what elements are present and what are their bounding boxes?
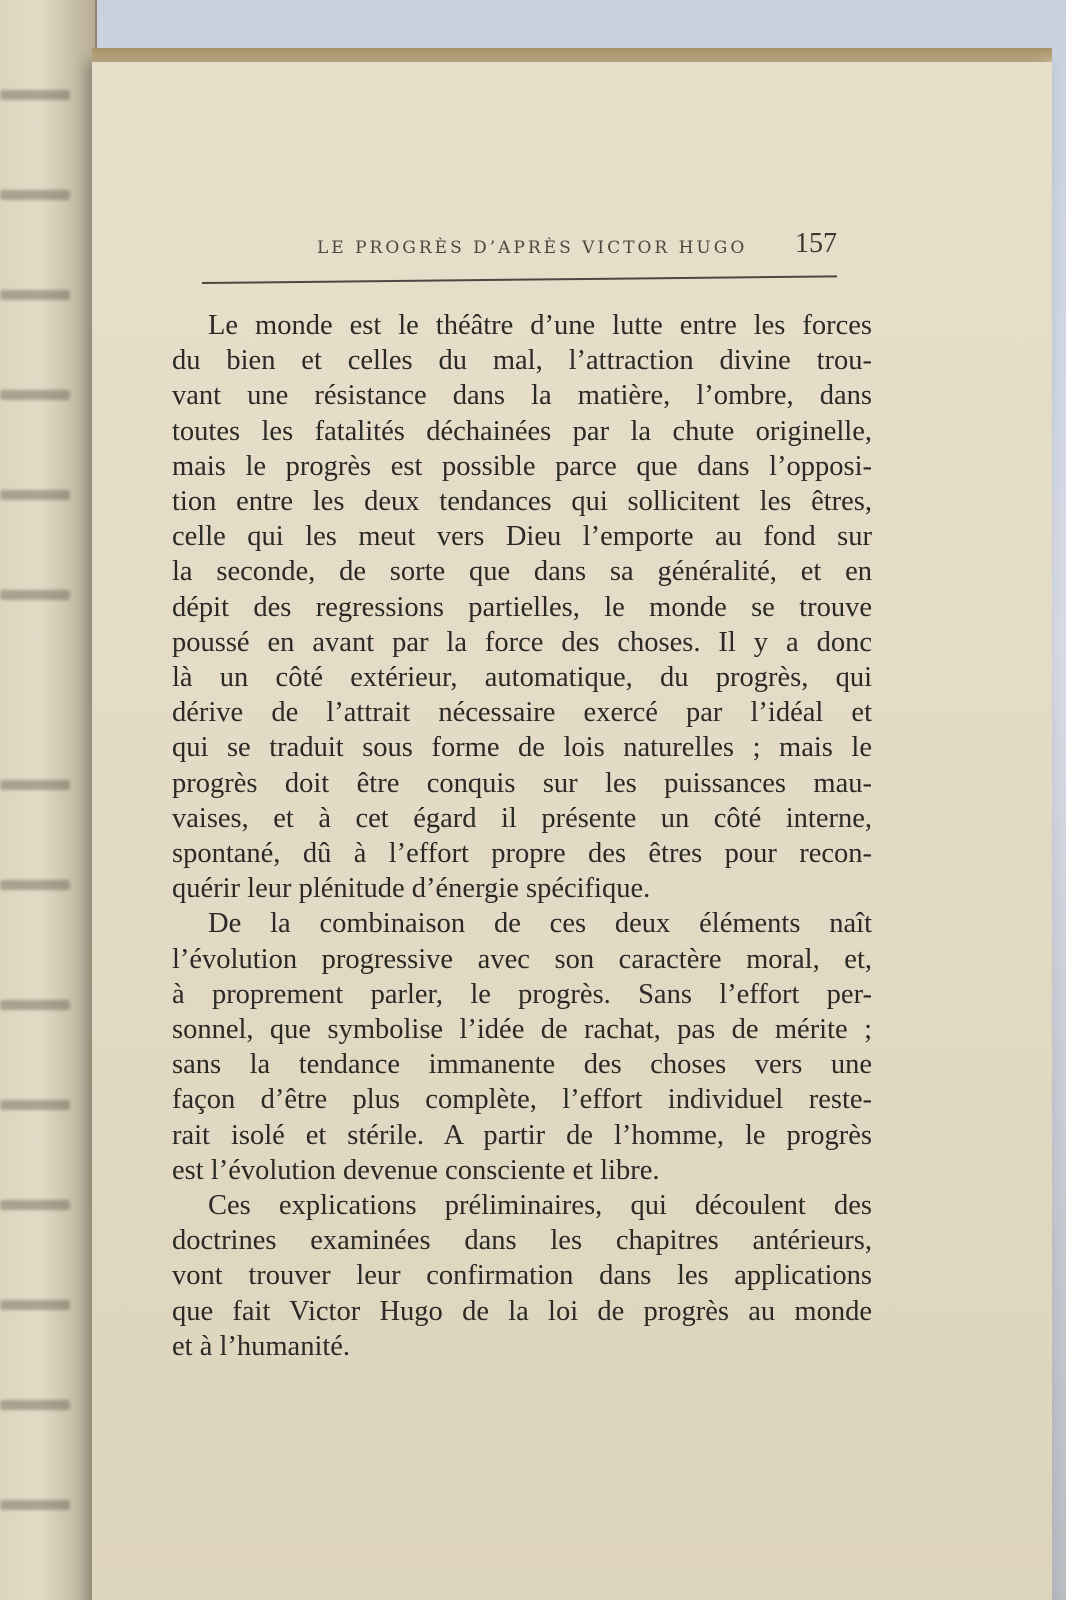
text-line: que fait Victor Hugo de la loi de progrès au monde xyxy=(172,1295,872,1327)
paragraph-3 xyxy=(172,1188,872,1364)
ghost-text-line xyxy=(0,90,70,100)
paragraph-2 xyxy=(172,906,872,1188)
text-line: rait isolé et stérile. A partir de l’homme, le progrès xyxy=(172,1119,872,1151)
previous-page-edge xyxy=(0,0,97,1600)
text-line: De la combinaison de ces deux éléments naît xyxy=(208,908,872,940)
text-line: quérir leur plénitude d’énergie spécifique. xyxy=(172,873,651,905)
ghost-text-line xyxy=(0,490,70,500)
text-line: et à l’humanité. xyxy=(172,1330,351,1362)
text-line: toutes les fatalités déchainées par la chute originelle, xyxy=(172,415,872,447)
text-line: sans la tendance immanente des choses vers une xyxy=(172,1049,872,1081)
text-line: celle qui les meut vers Dieu l’emporte au fond sur xyxy=(172,521,872,553)
paragraph-1 xyxy=(172,308,872,906)
text-line: sonnel, que symbolise l’idée de rachat, pas de mérite ; xyxy=(172,1014,872,1046)
page-number: 157 xyxy=(795,228,837,259)
text-line: est l’évolution devenue consciente et libre. xyxy=(172,1154,660,1186)
text-line: là un côté extérieur, automatique, du progrès, qui xyxy=(172,662,872,694)
text-line: Le monde est le théâtre d’une lutte entre les forces xyxy=(208,310,872,341)
text-line: l’évolution progressive avec son caractère moral, et, xyxy=(172,943,872,975)
ghost-text-line xyxy=(0,880,70,890)
text-line: vant une résistance dans la matière, l’ombre, dans xyxy=(172,380,872,412)
text-line: spontané, dû à l’effort propre des êtres pour recon- xyxy=(172,838,872,870)
ghost-text-line xyxy=(0,390,70,400)
text-line: du bien et celles du mal, l’attraction divine trou- xyxy=(172,345,872,377)
text-line: poussé en avant par la force des choses. Il y a donc xyxy=(172,626,872,658)
text-line: Ces explications préliminaires, qui découlent des xyxy=(208,1190,872,1222)
text-line: vaises, et à cet égard il présente un côté interne, xyxy=(172,802,872,834)
ghost-text-line xyxy=(0,190,70,200)
text-line: vont trouver leur confirmation dans les applications xyxy=(172,1260,872,1292)
text-line: mais le progrès est possible parce que dans l’opposi- xyxy=(172,450,872,482)
text-line: dépit des regressions partielles, le monde se trouve xyxy=(172,591,872,623)
ghost-text-line xyxy=(0,780,70,790)
page-body-text xyxy=(172,308,872,1364)
text-line: doctrines examinées dans les chapitres antérieurs, xyxy=(172,1225,872,1257)
ghost-text-line xyxy=(0,290,70,300)
ghost-text-line xyxy=(0,590,70,600)
text-line: tion entre les deux tendances qui sollicitent les êtres, xyxy=(172,486,872,518)
text-line: à proprement parler, le progrès. Sans l’effort per- xyxy=(172,978,872,1010)
page-header xyxy=(222,228,847,268)
ghost-text-line xyxy=(0,1300,70,1310)
ghost-text-line xyxy=(0,1200,70,1210)
text-line: façon d’être plus complète, l’effort individuel reste- xyxy=(172,1084,872,1116)
text-line: progrès doit être conquis sur les puissances mau- xyxy=(172,767,872,799)
ghost-text-line xyxy=(0,1100,70,1110)
ghost-text-line xyxy=(0,1500,70,1510)
text-line: dérive de l’attrait nécessaire exercé par l’idéal et xyxy=(172,697,872,729)
text-line: qui se traduit sous forme de lois naturelles ; mais le xyxy=(172,732,872,764)
ghost-text-line xyxy=(0,1000,70,1010)
ghost-text-line xyxy=(0,1400,70,1410)
text-line: la seconde, de sorte que dans sa généralité, et en xyxy=(172,556,872,588)
running-head: LE PROGRÈS D’APRÈS VICTOR HUGO xyxy=(317,238,748,258)
